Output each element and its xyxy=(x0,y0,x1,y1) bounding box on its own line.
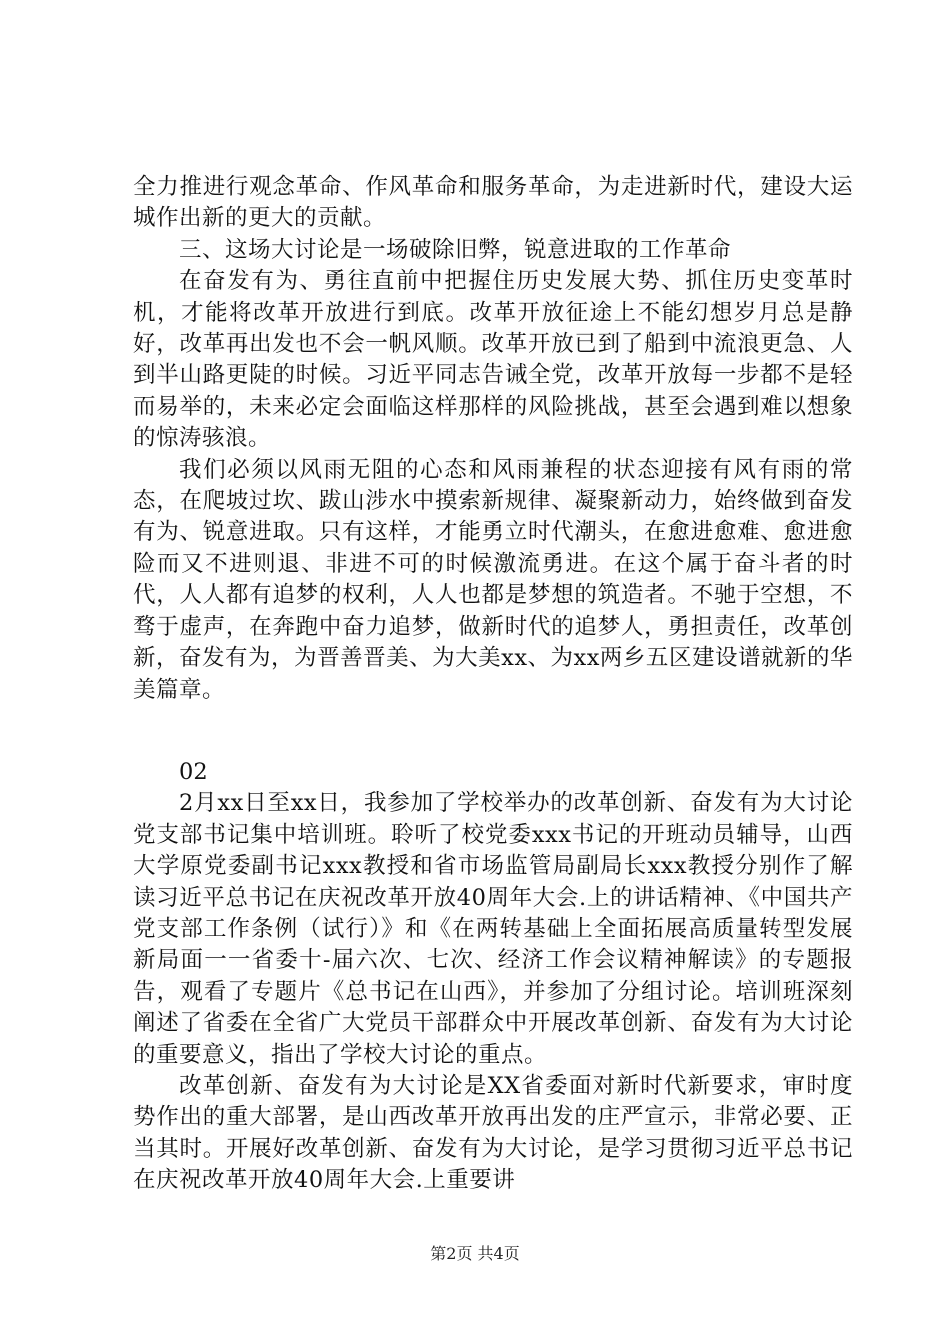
paragraph: 在奋发有为、勇往直前中把握住历史发展大势、抓住历史变革时机，才能将改革开放进行到底。改革开放征途上不能幻想岁月总是静好，改革再出发也不会一帆风顺。改革开放已到了船到中流浪更急、人到半山路更陡的时候。习近平同志告诫全党，改革开放每一步都不是轻而易举的，未来必定会面临这样那样的风险挑战，甚至会遇到难以想象的惊涛骇浪。 xyxy=(133,268,853,452)
section-spacer xyxy=(133,706,853,757)
section-heading-3: 三、这场大讨论是一场破除旧弊，锐意进取的工作革命 xyxy=(179,236,732,263)
paragraph-continuation: 全力推进行观念革命、作风革命和服务革命，为走进新时代，建设大运城作出新的更大的贡献。 xyxy=(133,174,853,232)
paragraph: 改革创新、奋发有为大讨论是XX省委面对新时代新要求，审时度势作出的重大部署，是山西改革开放再出发的庄严宣示，非常必要、正当其时。开展好改革创新、奋发有为大讨论，是学习贯彻习近平总书记在庆祝改革开放40周年大会.上重要讲 xyxy=(133,1072,853,1194)
section-number: 02 xyxy=(179,758,208,785)
page-body xyxy=(133,172,853,1197)
paragraph: 我们必须以风雨无阻的心态和风雨兼程的状态迎接有风有雨的常态，在爬坡过坎、跋山涉水中摸索新规律、凝聚新动力，始终做到奋发有为、锐意进取。只有这样，才能勇立时代潮头，在愈进愈难、愈进愈险而又不进则退、非进不可的时候激流勇进。在这个属于奋斗者的时代，人人都有追梦的权利，人人也都是梦想的筑造者。不驰于空想，不骛于虚声，在奔跑中奋力追梦，做新时代的追梦人，勇担责任，改革创新，奋发有为，为晋善晋美、为大美xx、为xx两乡五区建设谱就新的华美篇章。 xyxy=(133,456,853,703)
paragraph: 2月xx日至xx日，我参加了学校举办的改革创新、奋发有为大讨论党支部书记集中培训班。聆听了校党委xxx书记的开班动员辅导，山西大学原党委副书记xxx教授和省市场监管局副局长xxx教授分别作了解读习近平总书记在庆祝改革开放40周年大会.上的讲话精神、《中国共产党支部工作条例（试行）》和《在两转基础上全面拓展高质量转型发展新局面一一省委十-届六次、七次、经济工作会议精神解读》的专题报告，观看了专题片《总书记在山西》，并参加了分组讨论。培训班深刻阐述了省委在全省广大党员干部群众中开展改革创新、奋发有为大讨论的重要意义，指出了学校大讨论的重点。 xyxy=(133,790,853,1068)
page-footer: 第2页 共4页 xyxy=(430,1244,520,1263)
